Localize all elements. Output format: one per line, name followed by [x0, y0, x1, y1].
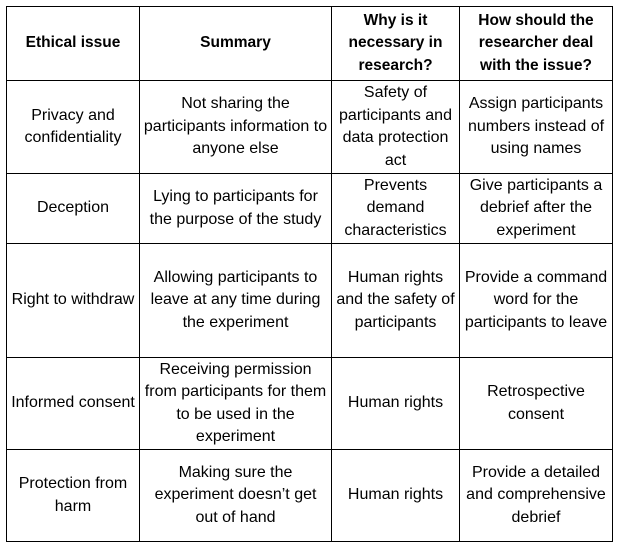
- header-why-necessary: Why is it necessary in research?: [332, 7, 460, 81]
- cell-how: Provide a command word for the participants to leave: [460, 244, 613, 358]
- cell-issue: Privacy and confidentiality: [7, 81, 140, 174]
- table-row: [7, 358, 613, 450]
- cell-why: Human rights: [332, 358, 460, 450]
- cell-issue: Right to withdraw: [7, 244, 140, 358]
- table-row: [7, 81, 613, 174]
- cell-how: Give participants a debrief after the experiment: [460, 174, 613, 244]
- cell-why: Prevents demand characteristics: [332, 174, 460, 244]
- cell-summary: Allowing participants to leave at any time during the experiment: [140, 244, 332, 358]
- cell-summary: Receiving permission from participants for them to be used in the experiment: [140, 358, 332, 450]
- cell-why: Safety of participants and data protection act: [332, 81, 460, 174]
- cell-issue: Deception: [7, 174, 140, 244]
- table-header-row: [7, 7, 613, 81]
- cell-why: Human rights and the safety of participants: [332, 244, 460, 358]
- header-summary: Summary: [140, 7, 332, 81]
- cell-issue: Informed consent: [7, 358, 140, 450]
- cell-summary: Making sure the experiment doesn’t get out of hand: [140, 450, 332, 542]
- cell-why: Human rights: [332, 450, 460, 542]
- header-how-to-deal: How should the researcher deal with the issue?: [460, 7, 613, 81]
- header-ethical-issue: Ethical issue: [7, 7, 140, 81]
- table-row: [7, 174, 613, 244]
- cell-summary: Not sharing the participants information to anyone else: [140, 81, 332, 174]
- table-row: [7, 450, 613, 542]
- ethical-issues-table: [6, 6, 613, 542]
- table-row: [7, 244, 613, 358]
- cell-how: Provide a detailed and comprehensive debrief: [460, 450, 613, 542]
- cell-how: Retrospective consent: [460, 358, 613, 450]
- cell-summary: Lying to participants for the purpose of the study: [140, 174, 332, 244]
- cell-issue: Protection from harm: [7, 450, 140, 542]
- cell-how: Assign participants numbers instead of using names: [460, 81, 613, 174]
